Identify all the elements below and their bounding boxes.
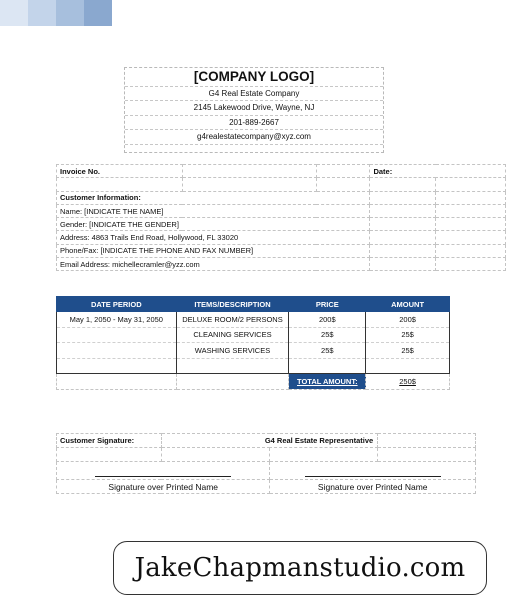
customer-name[interactable]: Name: [INDICATE THE NAME]: [57, 204, 370, 217]
company-blank-row: [125, 145, 383, 158]
watermark-text: JakeChapmanstudio.com: [134, 553, 466, 583]
customer-signature-label: Customer Signature:: [57, 434, 162, 448]
item-period: [57, 327, 177, 343]
watermark-badge: [113, 541, 487, 595]
customer-email[interactable]: Email Address: michellecramler@yzz.com: [57, 258, 370, 271]
item-description: WASHING SERVICES: [176, 343, 289, 359]
table-row: [57, 343, 450, 359]
customer-info-table: [56, 164, 506, 271]
invoice-no-label: Invoice No.: [57, 165, 183, 178]
table-row: [57, 327, 450, 343]
corner-block: [84, 0, 112, 26]
item-period: May 1, 2050 - May 31, 2050: [57, 312, 177, 328]
items-header-amount: AMOUNT: [366, 297, 450, 312]
company-logo-placeholder: [COMPANY LOGO]: [125, 68, 383, 87]
item-price: 200$: [289, 312, 366, 328]
customer-info-heading: Customer Information:: [57, 191, 370, 204]
items-header-date: DATE PERIOD: [57, 297, 177, 312]
table-row: [57, 358, 450, 374]
item-description: CLEANING SERVICES: [176, 327, 289, 343]
company-header: [124, 67, 384, 153]
total-amount-label: TOTAL AMOUNT:: [289, 374, 366, 390]
company-email: g4realestatecompany@xyz.com: [125, 130, 383, 144]
customer-signature-line[interactable]: [95, 476, 231, 477]
signature-caption-right: Signature over Printed Name: [270, 480, 476, 494]
item-amount: 25$: [366, 343, 450, 359]
item-price: 25$: [289, 343, 366, 359]
corner-decoration: [0, 0, 112, 26]
corner-block: [56, 0, 84, 26]
date-label: Date:: [370, 165, 506, 178]
signature-table: [56, 433, 476, 494]
items-header-price: PRICE: [289, 297, 366, 312]
customer-address[interactable]: Address: 4863 Trails End Road, Hollywood, FL 33020: [57, 231, 370, 244]
corner-block: [0, 0, 28, 26]
invoice-no-value[interactable]: [182, 165, 316, 178]
customer-gender[interactable]: Gender: [INDICATE THE GENDER]: [57, 218, 370, 231]
company-name: G4 Real Estate Company: [125, 87, 383, 101]
representative-signature-line[interactable]: [305, 476, 441, 477]
items-table: [56, 296, 450, 390]
items-header-description: ITEMS/DESCRIPTION: [176, 297, 289, 312]
item-description: DELUXE ROOM/2 PERSONS: [176, 312, 289, 328]
company-phone: 201-889-2667: [125, 116, 383, 130]
total-amount-value: 250$: [366, 374, 450, 390]
company-address: 2145 Lakewood Drive, Wayne, NJ: [125, 101, 383, 115]
total-row: [57, 374, 450, 390]
representative-label: G4 Real Estate Representative: [161, 434, 377, 448]
item-amount: 25$: [366, 327, 450, 343]
item-price: 25$: [289, 327, 366, 343]
customer-phone-fax[interactable]: Phone/Fax: [INDICATE THE PHONE AND FAX NUMBER]: [57, 244, 370, 257]
item-period: [57, 343, 177, 359]
table-row: [57, 312, 450, 328]
corner-block: [28, 0, 56, 26]
signature-caption-left: Signature over Printed Name: [57, 480, 270, 494]
item-amount: 200$: [366, 312, 450, 328]
